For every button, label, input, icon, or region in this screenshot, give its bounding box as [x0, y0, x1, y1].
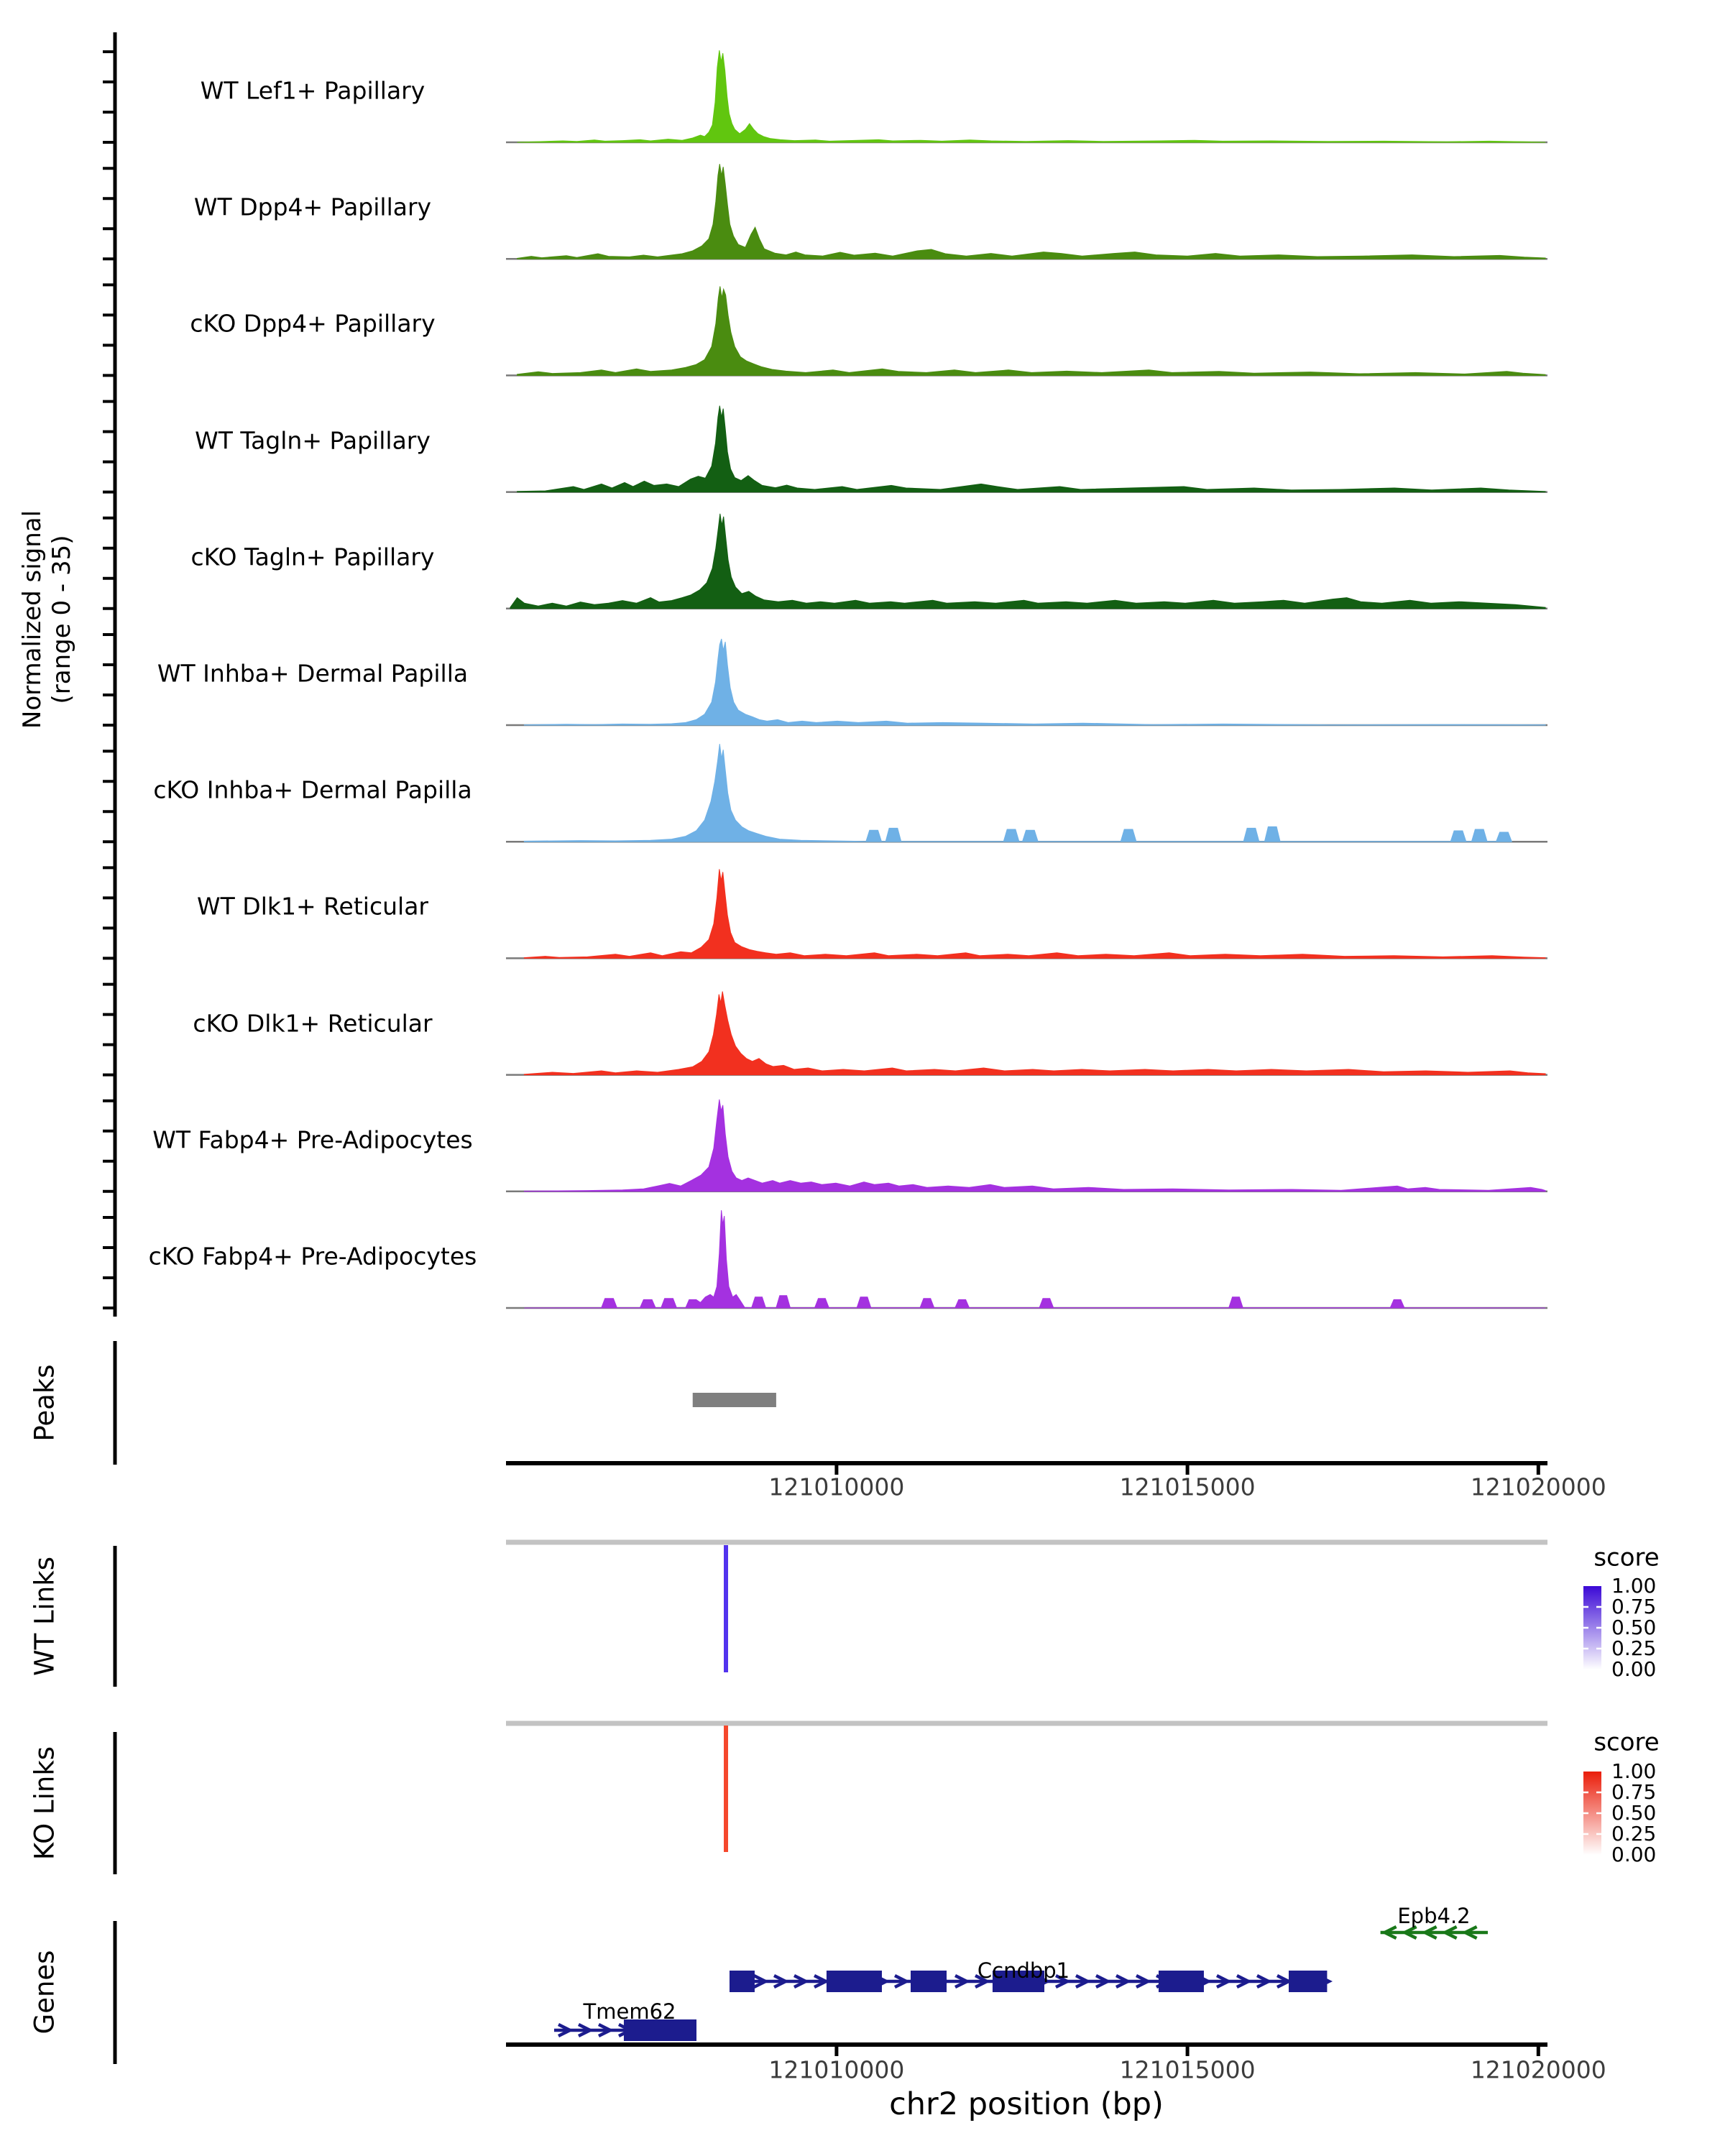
- ko-links-legend-title: score: [1593, 1728, 1660, 1757]
- ko-links-legend-tick-label: 0.75: [1611, 1780, 1657, 1804]
- section-label-ko-links: KO Links: [29, 1746, 60, 1861]
- track-label-wt-dlk1-reticular: WT Dlk1+ Reticular: [197, 892, 428, 921]
- gene-label-epb4-2: Epb4.2: [1397, 1904, 1471, 1928]
- peaks-axis-tick-label: 121010000: [768, 1473, 905, 1501]
- genes-axis-tick-label: 121015000: [1119, 2055, 1256, 2084]
- coverage-area-wt-lef1-papillary: [518, 50, 1546, 142]
- y-axis-label-line1: Normalized signal: [18, 510, 47, 729]
- ko-links-legend-tick-label: 0.25: [1611, 1822, 1657, 1846]
- gene-exon-ccndbp1: [911, 1971, 947, 1992]
- wt-links-legend-tick-label: 0.75: [1611, 1595, 1657, 1618]
- track-label-wt-tagln-papillary: WT Tagln+ Papillary: [195, 426, 431, 455]
- coverage-area-wt-tagln-papillary: [518, 406, 1546, 492]
- y-axis-label: [18, 510, 77, 729]
- track-label-wt-lef1-papillary: WT Lef1+ Papillary: [200, 76, 426, 105]
- coverage-area-cko-inhba-dermal-papilla: [524, 744, 1512, 842]
- coverage-area-cko-dlk1-reticular: [524, 992, 1545, 1075]
- wt-links-legend-tick-label: 0.50: [1611, 1616, 1657, 1639]
- gene-exon-ccndbp1: [1159, 1971, 1204, 1992]
- peaks-axis-tick-label: 121015000: [1119, 1473, 1256, 1501]
- gene-exon-ccndbp1: [730, 1971, 755, 1992]
- gene-label-ccndbp1: Ccndbp1: [977, 1958, 1070, 1983]
- gene-exon-ccndbp1: [1289, 1971, 1327, 1992]
- track-label-wt-inhba-dermal-papilla: WT Inhba+ Dermal Papilla: [157, 659, 469, 688]
- coverage-area-cko-tagln-papillary: [510, 514, 1545, 609]
- y-axis-label-line2: (range 0 - 35): [47, 535, 76, 704]
- track-label-cko-dlk1-reticular: cKO Dlk1+ Reticular: [193, 1009, 433, 1038]
- track-label-cko-dpp4-papillary: cKO Dpp4+ Papillary: [190, 309, 436, 338]
- coverage-area-cko-dpp4-papillary: [518, 286, 1546, 375]
- coverage-area-wt-dlk1-reticular: [524, 869, 1545, 958]
- track-label-wt-fabp4-pre-adipocytes: WT Fabp4+ Pre-Adipocytes: [152, 1125, 473, 1154]
- peaks-axis-tick-label: 121020000: [1470, 1473, 1606, 1501]
- ko-links-legend-tick-label: 1.00: [1611, 1759, 1657, 1783]
- wt-links-legend-title: score: [1593, 1543, 1660, 1572]
- section-label-genes: Genes: [29, 1950, 60, 2035]
- peak-interval-bar: [693, 1393, 776, 1407]
- coverage-area-cko-fabp4-pre-adipocytes: [524, 1210, 1545, 1308]
- track-label-cko-fabp4-pre-adipocytes: cKO Fabp4+ Pre-Adipocytes: [148, 1242, 477, 1271]
- track-label-cko-inhba-dermal-papilla: cKO Inhba+ Dermal Papilla: [153, 775, 472, 804]
- x-axis-title: chr2 position (bp): [889, 2086, 1164, 2122]
- track-label-cko-tagln-papillary: cKO Tagln+ Papillary: [190, 543, 435, 571]
- coverage-area-wt-dpp4-papillary: [518, 164, 1546, 259]
- ko-links-legend-tick-label: 0.00: [1611, 1843, 1657, 1866]
- coverage-area-wt-inhba-dermal-papilla: [524, 639, 1545, 725]
- section-label-wt-links: WT Links: [29, 1557, 60, 1676]
- coverage-area-wt-fabp4-pre-adipocytes: [524, 1100, 1545, 1192]
- wt-links-legend-tick-label: 0.00: [1611, 1657, 1657, 1681]
- section-label-peaks: Peaks: [29, 1364, 60, 1442]
- genes-axis-tick-label: 121020000: [1470, 2055, 1606, 2084]
- wt-links-legend-tick-label: 1.00: [1611, 1574, 1657, 1598]
- ko-links-legend-tick-label: 0.50: [1611, 1801, 1657, 1825]
- track-label-wt-dpp4-papillary: WT Dpp4+ Papillary: [193, 193, 432, 221]
- genes-axis-tick-label: 121010000: [768, 2055, 905, 2084]
- gene-exon-ccndbp1: [827, 1971, 882, 1992]
- gene-label-tmem62: Tmem62: [583, 1999, 676, 2024]
- wt-links-legend-tick-label: 0.25: [1611, 1636, 1657, 1660]
